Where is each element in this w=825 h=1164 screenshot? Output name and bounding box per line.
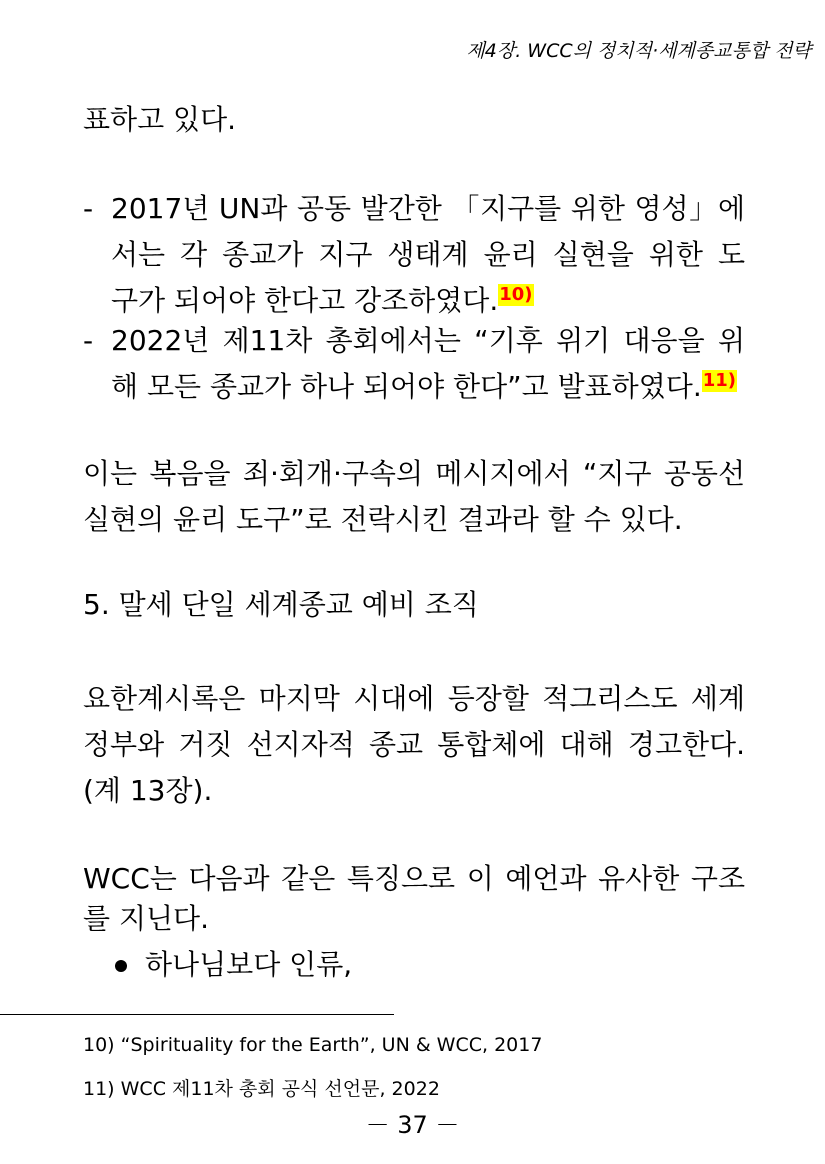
dash-item-line-text: 해 모든 종교가 하나 되어야 한다”고 발표하였다.	[111, 370, 702, 403]
dash-item-line: 2022년 제11차 총회에서는 “기후 위기 대응을 위	[111, 324, 745, 357]
bullet-text: 하나님보다 인류,	[145, 948, 353, 981]
dash-list-item	[83, 186, 745, 324]
footnote-divider	[0, 1014, 394, 1015]
dash-item-line: 2017년 UN과 공동 발간한 「지구를 위한 영성」에	[111, 192, 745, 225]
footnote-reference[interactable]: 11)	[702, 370, 737, 391]
footnote-label: 10)	[83, 1034, 115, 1056]
footnote-text: WCC 제11차 총회 공식 선언문, 2022	[120, 1078, 440, 1100]
dash-item-line	[111, 364, 745, 410]
running-header: 제4장. WCC의 정치적·세계종교통합 전략	[466, 40, 811, 62]
footnote	[83, 1076, 440, 1102]
section-heading: 5. 말세 단일 세계종교 예비 조직	[83, 588, 479, 621]
paragraph-line: 를 지닌다.	[83, 902, 209, 935]
dash-list-item	[83, 318, 745, 410]
paragraph-line: (계 13장).	[83, 774, 213, 807]
dash-item-line: 서는 각 종교가 지구 생태계 윤리 실현을 위한 도	[111, 238, 745, 271]
footnote	[83, 1032, 542, 1058]
bullet-icon	[115, 960, 127, 972]
bullet-list-item	[113, 942, 352, 988]
paragraph-continuation: 표하고 있다.	[83, 103, 237, 136]
footnote-reference[interactable]: 10)	[499, 284, 533, 305]
footnote-text: “Spirituality for the Earth”, UN & WCC, 2017	[120, 1034, 543, 1056]
paragraph-line: 정부와 거짓 선지자적 종교 통합체에 대해 경고한다.	[83, 728, 745, 761]
paragraph-line: 실현의 윤리 도구”로 전락시킨 결과라 할 수 있다.	[83, 503, 683, 536]
paragraph-line: WCC는 다음과 같은 특징으로 이 예언과 유사한 구조	[83, 862, 745, 895]
footnote-label: 11)	[83, 1078, 115, 1100]
dash-item-line-text: 구가 되어야 한다고 강조하였다.	[111, 284, 499, 317]
paragraph-line: 요한계시록은 마지막 시대에 등장할 적그리스도 세계	[83, 682, 745, 715]
dash-marker: -	[83, 324, 94, 357]
paragraph-line: 이는 복음을 죄·회개·구속의 메시지에서 “지구 공동선	[83, 457, 745, 490]
dash-marker: -	[83, 192, 94, 225]
page-number: － 37 －	[365, 1111, 460, 1139]
